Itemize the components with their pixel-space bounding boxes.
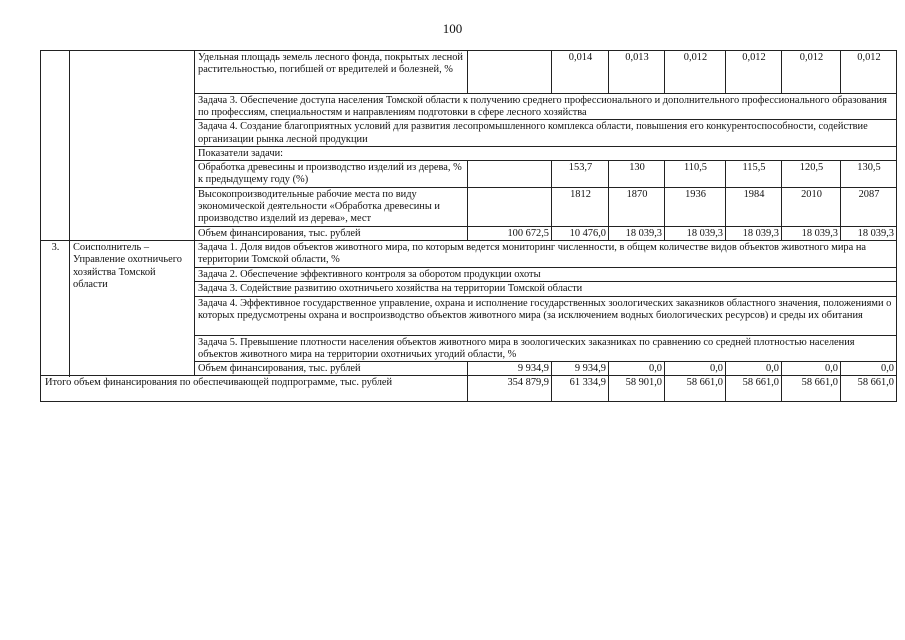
funding-value: 0,0 xyxy=(609,362,665,376)
indicator-wood-label: Обработка древесины и производство изделий из дерева, % к предыдущему году (%) xyxy=(195,161,468,188)
grand-total-value: 58 661,0 xyxy=(665,376,726,402)
indicator-jobs-total xyxy=(468,188,552,227)
indicator-wood-total xyxy=(468,161,552,188)
task-3-hunting: Задача 3. Содействие развитию охотничьего хозяйства на территории Томской области xyxy=(195,282,897,296)
indicator-jobs-value: 1936 xyxy=(665,188,726,227)
funding-value: 0,0 xyxy=(841,362,897,376)
grand-total-value: 58 661,0 xyxy=(841,376,897,402)
indicator-forest-value: 0,012 xyxy=(726,51,782,94)
indicator-jobs-label: Высокопроизводительные рабочие места по виду экономической деятельности «Обработка древесины и производство изделий из дерева», мест xyxy=(195,188,468,227)
indicator-forest-value: 0,012 xyxy=(841,51,897,94)
indicator-wood-value: 110,5 xyxy=(665,161,726,188)
indicator-forest-total xyxy=(468,51,552,94)
grand-total-total: 354 879,9 xyxy=(468,376,552,402)
indicator-jobs-value: 1984 xyxy=(726,188,782,227)
indicator-wood-value: 120,5 xyxy=(782,161,841,188)
grand-total-value: 58 901,0 xyxy=(609,376,665,402)
section-index: 3. xyxy=(41,241,70,376)
indicator-wood-value: 115,5 xyxy=(726,161,782,188)
funding-value: 10 476,0 xyxy=(552,227,609,241)
funding-total: 9 934,9 xyxy=(468,362,552,376)
table-row xyxy=(41,51,897,94)
indicator-wood-value: 130 xyxy=(609,161,665,188)
grand-total-label: Итого объем финансирования по обеспечивающей подпрограмме, тыс. рублей xyxy=(41,376,468,402)
indicator-jobs-value: 1812 xyxy=(552,188,609,227)
funding-value: 0,0 xyxy=(726,362,782,376)
indicator-jobs-value: 1870 xyxy=(609,188,665,227)
task-3-forestry: Задача 3. Обеспечение доступа населения Томской области к получению среднего профессионального и дополнительного профессионального образования по профессиям, специальностям и направлениям подготовки в сфере лесного хозяйства xyxy=(195,94,897,120)
indicator-forest-value: 0,013 xyxy=(609,51,665,94)
funding-total: 100 672,5 xyxy=(468,227,552,241)
index-cell-empty xyxy=(41,51,70,241)
task-5-hunting: Задача 5. Превышение плотности населения объектов животного мира в зоологических заказниках по сравнению со средней плотностью населения объектов животного мира на территории охотничьих угодий области, % xyxy=(195,335,897,361)
funding-value: 18 039,3 xyxy=(782,227,841,241)
funding-value: 18 039,3 xyxy=(609,227,665,241)
table-row xyxy=(41,376,897,402)
indicators-header: Показатели задачи: xyxy=(195,146,897,160)
funding-value: 18 039,3 xyxy=(665,227,726,241)
section-executor: Соисполнитель – Управление охотничьего хозяйства Томской области xyxy=(70,241,195,376)
indicator-wood-value: 153,7 xyxy=(552,161,609,188)
funding-table xyxy=(40,50,897,402)
grand-total-value: 58 661,0 xyxy=(782,376,841,402)
indicator-jobs-value: 2010 xyxy=(782,188,841,227)
task-2-hunting: Задача 2. Обеспечение эффективного контроля за оборотом продукции охоты xyxy=(195,268,897,282)
task-1-hunting: Задача 1. Доля видов объектов животного мира, по которым ведется мониторинг численности, в общем количестве видов объектов животного мира на территории Томской области, % xyxy=(195,241,897,268)
indicator-wood-value: 130,5 xyxy=(841,161,897,188)
grand-total-value: 58 661,0 xyxy=(726,376,782,402)
task-4-hunting: Задача 4. Эффективное государственное управление, охрана и исполнение государственных зоологических заказников областного значения, положениями о которых предусмотрены охрана и воспроизводство объектов животного мира (за исключением водных биологических ресурсов) и среды их обитания xyxy=(195,296,897,335)
table-row xyxy=(41,241,897,268)
indicator-forest-label: Удельная площадь земель лесного фонда, покрытых лесной растительностью, погибшей от вредителей и болезней, % xyxy=(195,51,468,94)
funding-value: 18 039,3 xyxy=(726,227,782,241)
funding-label: Объем финансирования, тыс. рублей xyxy=(195,362,468,376)
funding-label: Объем финансирования, тыс. рублей xyxy=(195,227,468,241)
funding-value: 18 039,3 xyxy=(841,227,897,241)
grand-total-value: 61 334,9 xyxy=(552,376,609,402)
funding-value: 9 934,9 xyxy=(552,362,609,376)
indicator-forest-value: 0,014 xyxy=(552,51,609,94)
task-4-forestry: Задача 4. Создание благоприятных условий для развития лесопромышленного комплекса области, повышения его конкурентоспособности, содействие организации рынка лесной продукции xyxy=(195,120,897,146)
page-number: 100 xyxy=(442,21,463,36)
funding-value: 0,0 xyxy=(665,362,726,376)
indicator-jobs-value: 2087 xyxy=(841,188,897,227)
indicator-forest-value: 0,012 xyxy=(782,51,841,94)
indicator-forest-value: 0,012 xyxy=(665,51,726,94)
funding-value: 0,0 xyxy=(782,362,841,376)
executor-cell-empty xyxy=(70,51,195,241)
